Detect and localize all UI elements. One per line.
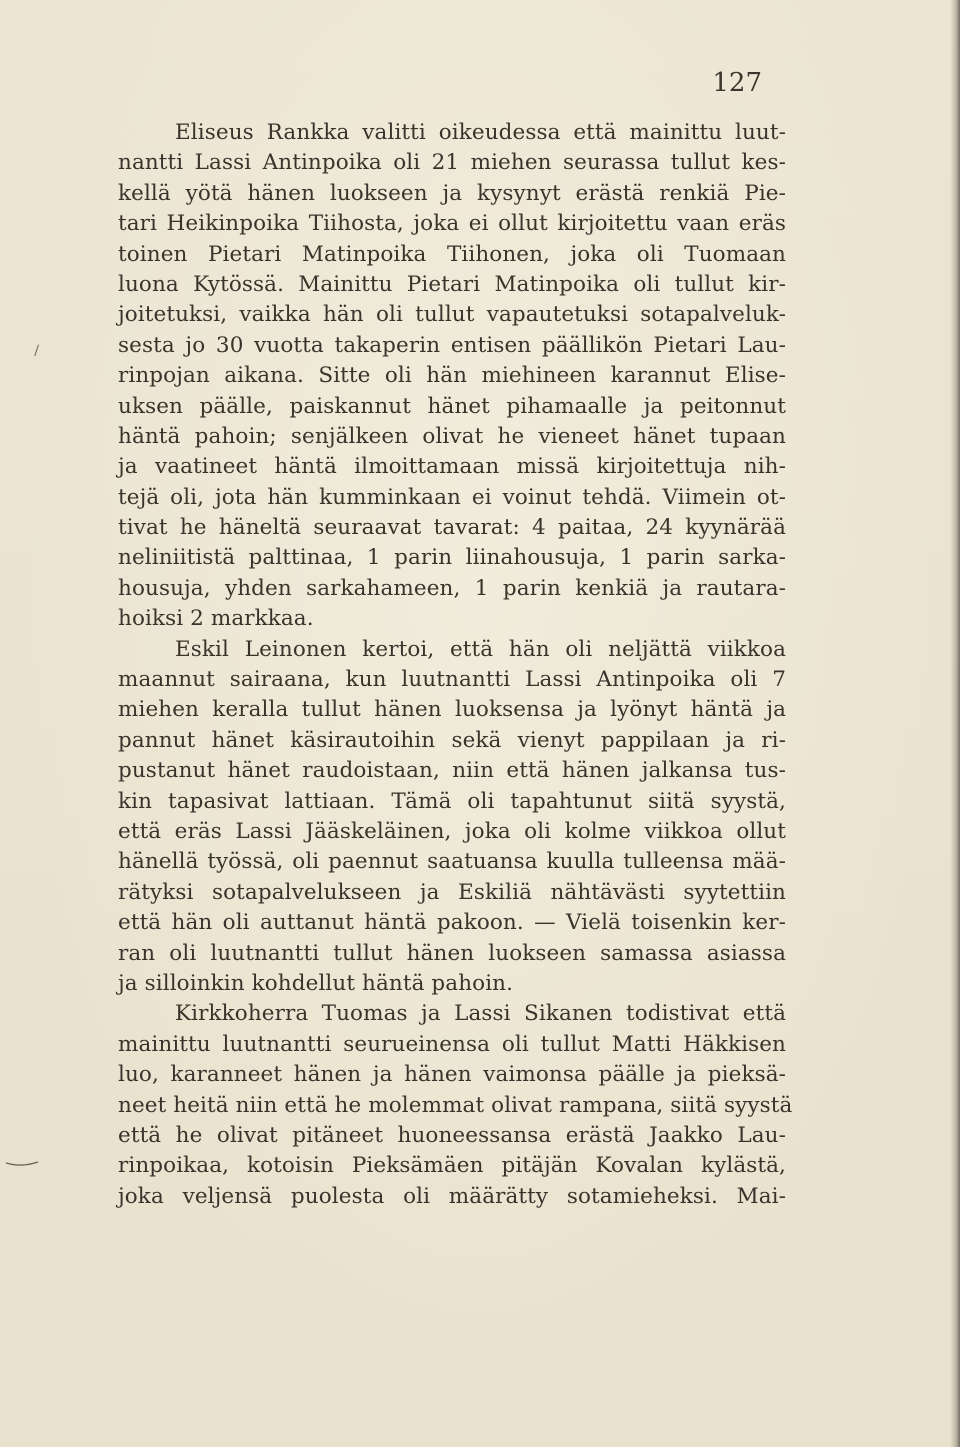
text-line: joka veljensä puolesta oli määrätty sotamieheksi. Mai- <box>118 1183 786 1209</box>
text-line: että he olivat pitäneet huoneessansa erästä Jaakko Lau- <box>118 1122 786 1148</box>
text-line: ran oli luutnantti tullut hänen luokseen samassa asiassa <box>118 940 786 966</box>
text-line: neliniitistä palttinaa, 1 parin liinahousuja, 1 parin sarka- <box>118 545 786 571</box>
text-line: rinpojan aikana. Sitte oli hän miehineen karannut Elise- <box>118 363 786 389</box>
text-line: neet heitä niin että he molemmat olivat rampana, siitä syystä <box>118 1092 793 1118</box>
margin-pencil-mark <box>4 1160 40 1168</box>
text-line: ja vaatineet häntä ilmoittamaan missä kirjoitettuja nih- <box>118 454 786 480</box>
paragraph <box>118 118 786 635</box>
text-line: rinpoikaa, kotoisin Pieksämäen pitäjän Kovalan kylästä, <box>118 1153 786 1179</box>
text-line: pustanut hänet raudoistaan, niin että hänen jalkansa tus- <box>118 758 786 784</box>
text-line: uksen päälle, paiskannut hänet pihamaalle ja peitonnut <box>118 393 786 419</box>
text-line: kellä yötä hänen luokseen ja kysynyt erästä renkiä Pie- <box>118 180 786 206</box>
text-line: mainittu luutnantti seurueinensa oli tullut Matti Häkkisen <box>118 1031 786 1057</box>
text-line: kin tapasivat lattiaan. Tämä oli tapahtunut siitä syystä, <box>118 788 786 814</box>
text-line: että eräs Lassi Jääskeläinen, joka oli kolme viikkoa ollut <box>118 818 786 844</box>
text-line: tejä oli, jota hän kumminkaan ei voinut tehdä. Viimein ot- <box>118 484 786 510</box>
text-line: nantti Lassi Antinpoika oli 21 miehen seurassa tullut kes- <box>118 150 786 176</box>
text-line: rätyksi sotapalvelukseen ja Eskiliä nähtävästi syytettiin <box>118 879 786 905</box>
text-line: Kirkkoherra Tuomas ja Lassi Sikanen todistivat että <box>175 1001 786 1027</box>
text-line: hänellä työssä, oli paennut saatuansa kuulla tulleensa mää- <box>118 849 786 875</box>
text-line: Eskil Leinonen kertoi, että hän oli neljättä viikkoa <box>175 636 786 662</box>
text-line: ja silloinkin kohdellut häntä pahoin. <box>118 970 514 996</box>
page-edge-shadow <box>950 0 960 1447</box>
text-line: luona Kytössä. Mainittu Pietari Matinpoika oli tullut kir- <box>118 271 786 297</box>
text-line: housuja, yhden sarkahameen, 1 parin kenkiä ja rautara- <box>118 575 786 601</box>
text-line: tari Heikinpoika Tiihosta, joka ei ollut kirjoitettu vaan eräs <box>118 211 786 237</box>
margin-pencil-mark <box>34 345 42 358</box>
text-line: sesta jo 30 vuotta takaperin entisen päällikön Pietari Lau- <box>118 332 786 358</box>
paragraph <box>118 635 786 1000</box>
text-line: hoiksi 2 markkaa. <box>118 606 314 632</box>
text-line: pannut hänet käsirautoihin sekä vienyt pappilaan ja ri- <box>118 727 786 753</box>
text-line: luo, karanneet hänen ja hänen vaimonsa päälle ja pieksä- <box>118 1062 786 1088</box>
text-line: miehen keralla tullut hänen luoksensa ja lyönyt häntä ja <box>118 697 786 723</box>
text-line: toinen Pietari Matinpoika Tiihonen, joka oli Tuomaan <box>118 241 786 267</box>
text-line: tivat he häneltä seuraavat tavarat: 4 paitaa, 24 kyynärää <box>118 515 786 541</box>
body-text <box>118 118 793 1212</box>
paragraph <box>118 999 793 1212</box>
text-line: maannut sairaana, kun luutnantti Lassi Antinpoika oli 7 <box>118 667 786 693</box>
text-line: joitetuksi, vaikka hän oli tullut vapautetuksi sotapalveluk- <box>118 302 786 328</box>
text-line: Eliseus Rankka valitti oikeudessa että mainittu luut- <box>175 120 786 145</box>
text-line: että hän oli auttanut häntä pakoon. — Vielä toisenkin ker- <box>118 910 786 936</box>
page-number: 127 <box>712 68 762 98</box>
text-line: häntä pahoin; senjälkeen olivat he vieneet hänet tupaan <box>118 423 786 449</box>
